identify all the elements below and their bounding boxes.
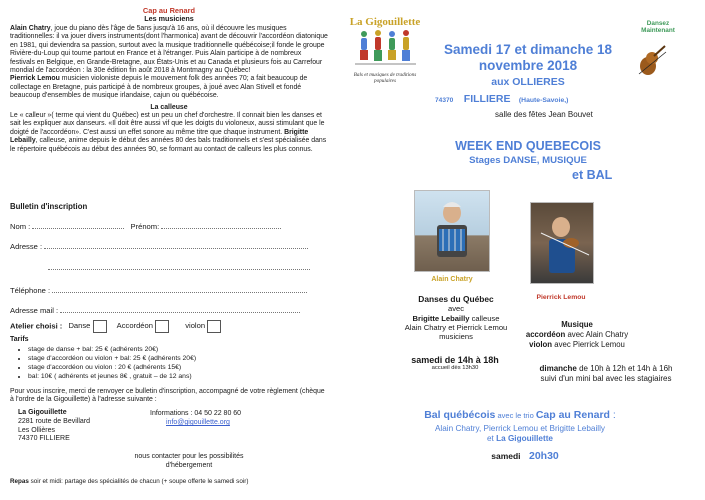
adresse-mail-field[interactable]: [60, 305, 300, 313]
samedi-schedule: samedi de 14h à 18h accueil dès 13h30: [411, 355, 499, 371]
event-date: [428, 42, 628, 74]
town-line: 74370 FILLIERE (Haute-Savoie,): [435, 93, 569, 105]
event-column: [340, 6, 698, 496]
telephone-field[interactable]: [52, 285, 307, 293]
et-bal: et BAL: [572, 168, 613, 182]
email-link[interactable]: info@gigouillette.org: [166, 419, 230, 427]
nom-label: Nom :: [10, 222, 31, 232]
stages-line: Stages DANSE, MUSIQUE: [469, 155, 587, 166]
date-line-2: novembre 2018: [478, 58, 578, 74]
postal-address: La Gigouillette 2281 route de Bevillard Les Ollières 74370 FILLIERE: [18, 409, 90, 443]
tarif-item: • stage d'accordéon ou violon : 20 € (adhérents 15€): [28, 364, 328, 373]
alain-bio: Alain Chatry, joue du piano dès l'âge de 5ans jusqu'à 16 ans, où il découvre les musiques traditionnelles: il va jouer divers instruments(dont l'harmonica) avant de découvrir l'accordéon diatonique en 1981, qui deviendra sa passion, surtout avec la musique traditionnelle québécoise;il fonde le groupe Rivière-du-Loup qui tourne partout en France et à l'étranger. Puis Alain participe à de nombreux festivals en Belgique, en Grande-Bretagne, aux États-Unis et au Canada et plusieurs fois au Carrefour mondial de l'accordéon : la 30e édition fin août 2018 à Montmagny au Québec!: [10, 24, 328, 74]
prenom-label: Prénom:: [130, 222, 160, 232]
dansez-maintenant: Dansez Maintenant: [641, 20, 675, 35]
inscription-text: Pour vous inscrire, merci de renvoyer ce bulletin d'inscription, accompagné de votre règlement (chèque à l'ordre de la Gigouillette) à l'adresse suivante :: [10, 387, 325, 403]
dimanche-schedule: dimanche de 10h à 12h et 14h à 16h suivi d'un mini bal avec les stagiaires: [539, 364, 673, 384]
adresse-label: Adresse :: [10, 242, 43, 252]
musique-block: Musique accordéon avec Alain Chatry violon avec Pierrick Lemou: [512, 320, 642, 350]
atelier-label: Atelier choisi :: [10, 321, 63, 331]
danses-block: Danses du Québec avec Brigitte Lebailly calleuse Alain Chatry et Pierrick Lemou musiciens: [388, 294, 524, 341]
tarif-item: • stage de danse + bal: 25 € (adhérents 20€): [28, 346, 328, 355]
alain-chatry-photo: [414, 190, 490, 272]
tarif-item: • bal: 10€ ( adhérents et jeunes 8€ , gratuit – de 12 ans): [28, 373, 328, 382]
adresse-row-2: [10, 262, 328, 272]
nom-row: [10, 221, 328, 231]
calleuse-bio: Le « calleur »( terme qui vient du Québec) est un peu un chef d'orchestre. Il connait bien les danses et sait les expliquer aux danseurs. «Il doit être aussi vif que les doigts du violoneux, aussi stimulant que le doigté de l'accordéon». C'est aussi un effet sonore au même titre que chaque instrument. Brigitte Lebailly, calleuse, anime depuis le début des années 80 des bals traditionnels et s'est spécialisée dans le répertoire québécois au début des années 90, se formant au contact de calleurs les plus connus.: [10, 112, 327, 153]
event-title: WEEK END QUEBECOIS: [455, 139, 601, 153]
tarifs-list: [10, 346, 328, 381]
danse-checkbox[interactable]: [93, 320, 107, 333]
musiciens-title: Cap au Renard: [142, 6, 196, 15]
accordion-player-icon: [415, 191, 489, 271]
alain-caption: Alain Chatry: [431, 276, 473, 283]
adresse-row: [10, 241, 328, 251]
danse-label: Danse: [68, 321, 91, 331]
gigouillette-logo: [348, 16, 422, 85]
bal-time: samedi 20h30: [491, 449, 559, 462]
informations: [150, 409, 241, 427]
repas-note: Repas soir et midi: partage des spécialités de chacun (+ soupe offerte le samedi soir): [10, 477, 249, 485]
contact-block: [10, 409, 328, 453]
bal-block: [360, 404, 680, 465]
adresse-field-2[interactable]: [48, 262, 310, 270]
registration-column: [10, 6, 328, 496]
telephone-label: Téléphone :: [10, 285, 51, 295]
bulletin-title: Bulletin d'inscription: [10, 202, 88, 211]
adresse-mail-row: [10, 305, 328, 315]
bal-gigouillette: et La Gigouillette: [487, 434, 553, 444]
hebergement-note: nous contacter pour les possibilités d'hébergement: [134, 453, 244, 469]
adresse-field[interactable]: [44, 241, 308, 249]
telephone-row: [10, 285, 328, 295]
violin-player-icon: [531, 203, 593, 283]
accordeon-checkbox[interactable]: [155, 320, 169, 333]
violon-label: violon: [185, 321, 206, 331]
dancers-icon: [350, 28, 420, 68]
logo-subtitle: Bals et musiques de traditions populaires: [353, 72, 417, 84]
accordeon-label: Accordéon: [116, 321, 153, 331]
atelier-row: [10, 320, 328, 333]
pierrick-lemou-photo: [530, 202, 594, 284]
violon-checkbox[interactable]: [207, 320, 221, 333]
bal-title-line: Bal québécois avec le trio Cap au Renard :: [424, 409, 616, 421]
musiciens-subtitle: Les musiciens: [144, 14, 194, 24]
informations-phone: Informations : 04 50 22 80 60: [150, 410, 242, 418]
logo-title: La Gigouillette: [349, 16, 421, 28]
place-line: aux OLLIERES: [491, 76, 565, 88]
danses-title: Danses du Québec: [418, 294, 494, 304]
tarifs-label: Tarifs: [10, 335, 29, 343]
bulletin-form: [10, 202, 328, 485]
prenom-field[interactable]: [161, 221, 281, 229]
tarif-item: • stage d'accordéon ou violon + bal: 25 € (adhérents 20€): [28, 355, 328, 364]
musique-title: Musique: [561, 320, 593, 329]
venue: salle des fêtes Jean Bouvet: [495, 110, 593, 119]
pierrick-bio: Pierrick Lemou musicien violoniste depuis le mouvement folk des années 70; a fait beaucoup de collectage en Bretagne, puis participé à de nombreux groupes, à joué avec Alan Stivell et fondé beaucoup d'ensembles de musique irlandaise, cajun ou québécoise.: [10, 75, 308, 100]
violin-icon: [636, 44, 668, 78]
bal-members: Alain Chatry, Pierrick Lemou et Brigitte Lebailly: [434, 424, 606, 433]
nom-field[interactable]: [32, 221, 124, 229]
date-line-1: Samedi 17 et dimanche 18: [443, 42, 613, 57]
adresse-mail-label: Adresse mail :: [10, 305, 59, 315]
pierrick-caption: Pierrick Lemou: [536, 294, 586, 301]
calleuse-title: La calleuse: [150, 103, 188, 111]
